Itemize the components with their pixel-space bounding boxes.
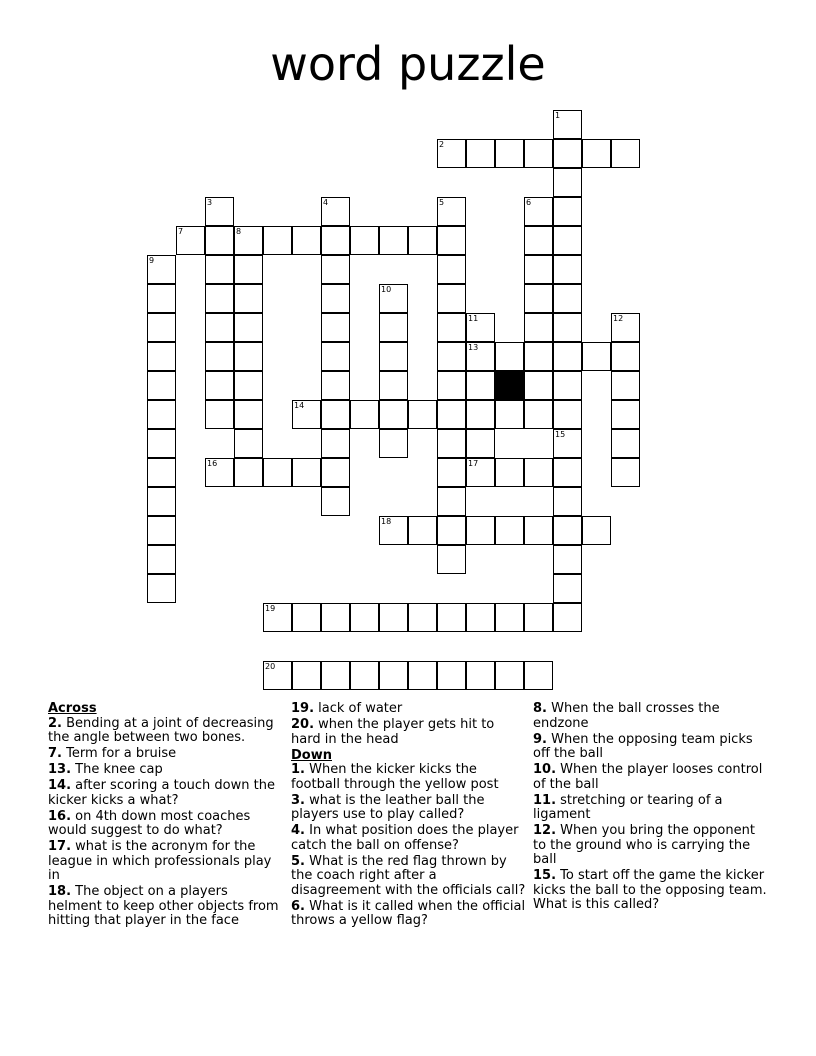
clue-number: 5. (291, 853, 305, 869)
grid-cell[interactable] (379, 661, 408, 690)
grid-cell[interactable] (553, 371, 582, 400)
page-title: word puzzle (270, 37, 546, 91)
grid-cell[interactable] (147, 342, 176, 371)
grid-cell[interactable] (437, 313, 466, 342)
grid-cell[interactable] (466, 371, 495, 400)
grid-cell[interactable] (321, 197, 350, 226)
grid-cell[interactable] (582, 516, 611, 545)
clue-number: 15. (533, 868, 557, 883)
clue-item (48, 885, 284, 929)
grid-cell[interactable] (553, 255, 582, 284)
cell-number: 20 (265, 662, 276, 671)
clue-item (533, 794, 769, 823)
cell-number: 1 (555, 111, 561, 120)
grid-cell[interactable] (611, 342, 640, 371)
grid-cell[interactable] (495, 458, 524, 487)
grid-cell[interactable] (466, 661, 495, 690)
clue-number: 20. (291, 717, 315, 732)
clue-text: The object on a players helment to keep other objects from hitting that player in the face (48, 884, 279, 928)
clue-item (533, 869, 769, 913)
grid-cell[interactable] (205, 226, 234, 255)
grid-cell[interactable] (321, 458, 350, 487)
cell-number: 15 (555, 430, 566, 439)
grid-cell[interactable] (437, 458, 466, 487)
grid-cell[interactable] (495, 661, 524, 690)
clue-text: When the ball crosses the endzone (533, 701, 720, 731)
grid-cell[interactable] (553, 429, 582, 458)
grid-cell[interactable] (466, 603, 495, 632)
grid-cell[interactable] (292, 603, 321, 632)
grid-cell[interactable] (408, 661, 437, 690)
grid-cell[interactable] (524, 342, 553, 371)
clue-item (48, 840, 284, 884)
grid-cell[interactable] (466, 429, 495, 458)
cell-number: 5 (439, 198, 445, 207)
clue-item (291, 855, 527, 899)
grid-cell[interactable] (263, 226, 292, 255)
black-cell (495, 371, 524, 400)
cell-number: 18 (381, 517, 392, 526)
clue-number: 6. (291, 898, 305, 914)
clue-column-2 (291, 702, 527, 930)
clue-number: 12. (533, 823, 557, 838)
grid-cell[interactable] (147, 545, 176, 574)
grid-cell[interactable] (147, 371, 176, 400)
cell-number: 11 (468, 314, 479, 323)
grid-cell[interactable] (408, 400, 437, 429)
grid-cell[interactable] (495, 139, 524, 168)
clue-number: 10. (533, 762, 557, 777)
grid-cell[interactable] (437, 516, 466, 545)
grid-cell[interactable] (524, 661, 553, 690)
grid-cell[interactable] (234, 429, 263, 458)
clue-item (533, 824, 769, 868)
clue-text: The knee cap (71, 762, 163, 777)
grid-cell[interactable] (147, 458, 176, 487)
grid-cell[interactable] (263, 661, 292, 690)
grid-cell[interactable] (379, 516, 408, 545)
grid-cell[interactable] (321, 371, 350, 400)
grid-cell[interactable] (205, 342, 234, 371)
clue-item (48, 779, 284, 808)
grid-cell[interactable] (408, 603, 437, 632)
grid-cell[interactable] (611, 139, 640, 168)
grid-cell[interactable] (437, 255, 466, 284)
grid-cell[interactable] (379, 342, 408, 371)
clue-item (291, 824, 527, 853)
grid-cell[interactable] (147, 487, 176, 516)
clue-number: 17. (48, 839, 72, 854)
grid-cell[interactable] (466, 458, 495, 487)
grid-cell[interactable] (147, 255, 176, 284)
grid-cell[interactable] (350, 661, 379, 690)
grid-cell[interactable] (524, 197, 553, 226)
grid-cell[interactable] (321, 400, 350, 429)
grid-cell[interactable] (611, 313, 640, 342)
grid-cell[interactable] (147, 574, 176, 603)
cell-number: 3 (207, 198, 213, 207)
grid-cell[interactable] (524, 400, 553, 429)
clue-item (291, 702, 527, 717)
grid-cell[interactable] (437, 197, 466, 226)
clue-text: lack of water (314, 701, 403, 716)
clue-number: 9. (533, 731, 547, 747)
grid-cell[interactable] (350, 603, 379, 632)
grid-cell[interactable] (524, 226, 553, 255)
grid-cell[interactable] (205, 197, 234, 226)
grid-cell[interactable] (553, 139, 582, 168)
grid-cell[interactable] (524, 516, 553, 545)
grid-cell[interactable] (524, 255, 553, 284)
grid-cell[interactable] (379, 284, 408, 313)
grid-cell[interactable] (553, 110, 582, 139)
clue-number: 13. (48, 762, 72, 777)
grid-cell[interactable] (147, 284, 176, 313)
grid-cell[interactable] (321, 255, 350, 284)
clue-column-3 (533, 702, 769, 914)
clue-text: What is the red flag thrown by the coach right after a disagreement with the officials call? (291, 853, 526, 898)
grid-cell[interactable] (234, 226, 263, 255)
cell-number: 12 (613, 314, 624, 323)
grid-cell[interactable] (379, 313, 408, 342)
grid-cell[interactable] (553, 226, 582, 255)
grid-cell[interactable] (553, 487, 582, 516)
clue-number: 18. (48, 884, 72, 899)
grid-cell[interactable] (611, 429, 640, 458)
clue-item (48, 747, 284, 762)
clue-text: Bending at a joint of decreasing the angle between two bones. (48, 715, 274, 745)
grid-cell[interactable] (292, 400, 321, 429)
grid-cell[interactable] (321, 661, 350, 690)
grid-cell[interactable] (553, 168, 582, 197)
grid-cell[interactable] (437, 139, 466, 168)
clue-item (533, 763, 769, 792)
grid-cell[interactable] (495, 516, 524, 545)
cell-number: 7 (178, 227, 184, 236)
cell-number: 8 (236, 227, 242, 236)
grid-cell[interactable] (408, 516, 437, 545)
clue-text: In what position does the player catch the ball on offense? (291, 823, 519, 853)
grid-cell[interactable] (292, 661, 321, 690)
grid-cell[interactable] (553, 516, 582, 545)
grid-cell[interactable] (147, 313, 176, 342)
clue-item (48, 763, 284, 778)
clue-item (533, 733, 769, 762)
grid-cell[interactable] (379, 371, 408, 400)
cell-number: 10 (381, 285, 392, 294)
grid-cell[interactable] (147, 429, 176, 458)
grid-cell[interactable] (234, 313, 263, 342)
clue-text: What is it called when the official throws a yellow flag? (291, 898, 526, 928)
grid-cell[interactable] (611, 371, 640, 400)
cell-number: 4 (323, 198, 329, 207)
clue-item (291, 900, 527, 929)
grid-cell[interactable] (234, 255, 263, 284)
clue-item (48, 810, 284, 839)
grid-cell[interactable] (292, 226, 321, 255)
grid-cell[interactable] (524, 458, 553, 487)
clue-text: what is the acronym for the league in which professionals play in (48, 839, 272, 883)
grid-cell[interactable] (495, 400, 524, 429)
across-heading: Across (48, 701, 97, 716)
cell-number: 19 (265, 604, 276, 613)
grid-cell[interactable] (147, 400, 176, 429)
grid-cell[interactable] (437, 284, 466, 313)
grid-cell[interactable] (437, 603, 466, 632)
down-heading: Down (291, 747, 332, 763)
grid-cell[interactable] (205, 458, 234, 487)
grid-cell[interactable] (176, 226, 205, 255)
grid-cell[interactable] (321, 284, 350, 313)
grid-cell[interactable] (292, 458, 321, 487)
clue-text: stretching or tearing of a ligament (533, 792, 723, 822)
grid-cell[interactable] (466, 516, 495, 545)
grid-cell[interactable] (437, 545, 466, 574)
cell-number: 14 (294, 401, 305, 410)
grid-cell[interactable] (524, 603, 553, 632)
grid-cell[interactable] (350, 400, 379, 429)
grid-cell[interactable] (205, 400, 234, 429)
clue-number: 16. (48, 808, 72, 824)
clue-text: Term for a bruise (61, 746, 177, 761)
grid-cell[interactable] (379, 400, 408, 429)
cell-number: 2 (439, 140, 445, 149)
grid-cell[interactable] (553, 603, 582, 632)
grid-cell[interactable] (408, 226, 437, 255)
grid-cell[interactable] (205, 255, 234, 284)
clue-text: when the player gets hit to hard in the head (291, 717, 495, 747)
clue-item (533, 702, 769, 731)
grid-cell[interactable] (321, 226, 350, 255)
clue-number: 1. (291, 762, 305, 777)
clue-text: When you bring the opponent to the ground who is carrying the ball (533, 823, 755, 867)
grid-cell[interactable] (205, 313, 234, 342)
grid-cell[interactable] (321, 603, 350, 632)
grid-cell[interactable] (263, 458, 292, 487)
clue-number: 7. (48, 746, 62, 761)
grid-cell[interactable] (437, 371, 466, 400)
grid-cell[interactable] (234, 458, 263, 487)
clue-number: 2. (48, 715, 62, 731)
grid-cell[interactable] (379, 226, 408, 255)
clue-number: 11. (533, 792, 557, 808)
grid-cell[interactable] (205, 371, 234, 400)
clue-item (291, 794, 527, 823)
grid-cell[interactable] (466, 342, 495, 371)
clue-number: 8. (533, 701, 547, 716)
grid-cell[interactable] (495, 342, 524, 371)
grid-cell[interactable] (321, 429, 350, 458)
grid-cell[interactable] (437, 226, 466, 255)
clue-item (48, 717, 284, 746)
grid-cell[interactable] (234, 284, 263, 313)
clue-text: When the opposing team picks off the ball (533, 731, 753, 761)
cell-number: 17 (468, 459, 479, 468)
grid-cell[interactable] (466, 139, 495, 168)
cell-number: 16 (207, 459, 218, 468)
grid-cell[interactable] (553, 574, 582, 603)
cell-number: 9 (149, 256, 155, 265)
grid-cell[interactable] (234, 342, 263, 371)
cell-number: 6 (526, 198, 532, 207)
grid-cell[interactable] (147, 516, 176, 545)
grid-cell[interactable] (582, 139, 611, 168)
grid-cell[interactable] (234, 400, 263, 429)
grid-cell[interactable] (553, 342, 582, 371)
grid-cell[interactable] (466, 313, 495, 342)
clue-text: what is the leather ball the players use to play called? (291, 792, 485, 822)
grid-cell[interactable] (234, 371, 263, 400)
grid-cell[interactable] (524, 371, 553, 400)
clue-text: on 4th down most coaches would suggest to do what? (48, 808, 251, 838)
grid-cell[interactable] (205, 284, 234, 313)
grid-cell[interactable] (263, 603, 292, 632)
grid-cell[interactable] (553, 284, 582, 313)
grid-cell[interactable] (350, 226, 379, 255)
grid-cell[interactable] (321, 313, 350, 342)
clue-number: 14. (48, 778, 72, 793)
grid-cell[interactable] (582, 342, 611, 371)
cell-number: 13 (468, 343, 479, 352)
clue-text: When the kicker kicks the football through the yellow post (291, 762, 499, 792)
grid-cell[interactable] (379, 603, 408, 632)
grid-cell[interactable] (437, 487, 466, 516)
clue-text: When the player looses control of the ball (533, 762, 763, 792)
grid-cell[interactable] (437, 429, 466, 458)
clue-number: 4. (291, 823, 305, 838)
clue-text: To start off the game the kicker kicks the ball to the opposing team. What is this called? (533, 868, 767, 912)
grid-cell[interactable] (466, 400, 495, 429)
grid-cell[interactable] (437, 661, 466, 690)
grid-cell[interactable] (524, 313, 553, 342)
clue-number: 19. (291, 701, 315, 716)
grid-cell[interactable] (524, 284, 553, 313)
grid-cell[interactable] (321, 342, 350, 371)
grid-cell[interactable] (553, 400, 582, 429)
grid-cell[interactable] (379, 429, 408, 458)
grid-cell[interactable] (611, 400, 640, 429)
grid-cell[interactable] (495, 603, 524, 632)
grid-cell[interactable] (553, 313, 582, 342)
grid-cell[interactable] (437, 342, 466, 371)
clue-column-1 (48, 702, 284, 930)
clue-text: after scoring a touch down the kicker kicks a what? (48, 778, 275, 808)
clue-item (291, 763, 527, 792)
grid-cell[interactable] (321, 487, 350, 516)
grid-cell[interactable] (437, 400, 466, 429)
grid-cell[interactable] (553, 197, 582, 226)
grid-cell[interactable] (611, 458, 640, 487)
grid-cell[interactable] (553, 458, 582, 487)
clue-item (291, 718, 527, 747)
grid-cell[interactable] (553, 545, 582, 574)
clue-number: 3. (291, 792, 305, 808)
grid-cell[interactable] (524, 139, 553, 168)
